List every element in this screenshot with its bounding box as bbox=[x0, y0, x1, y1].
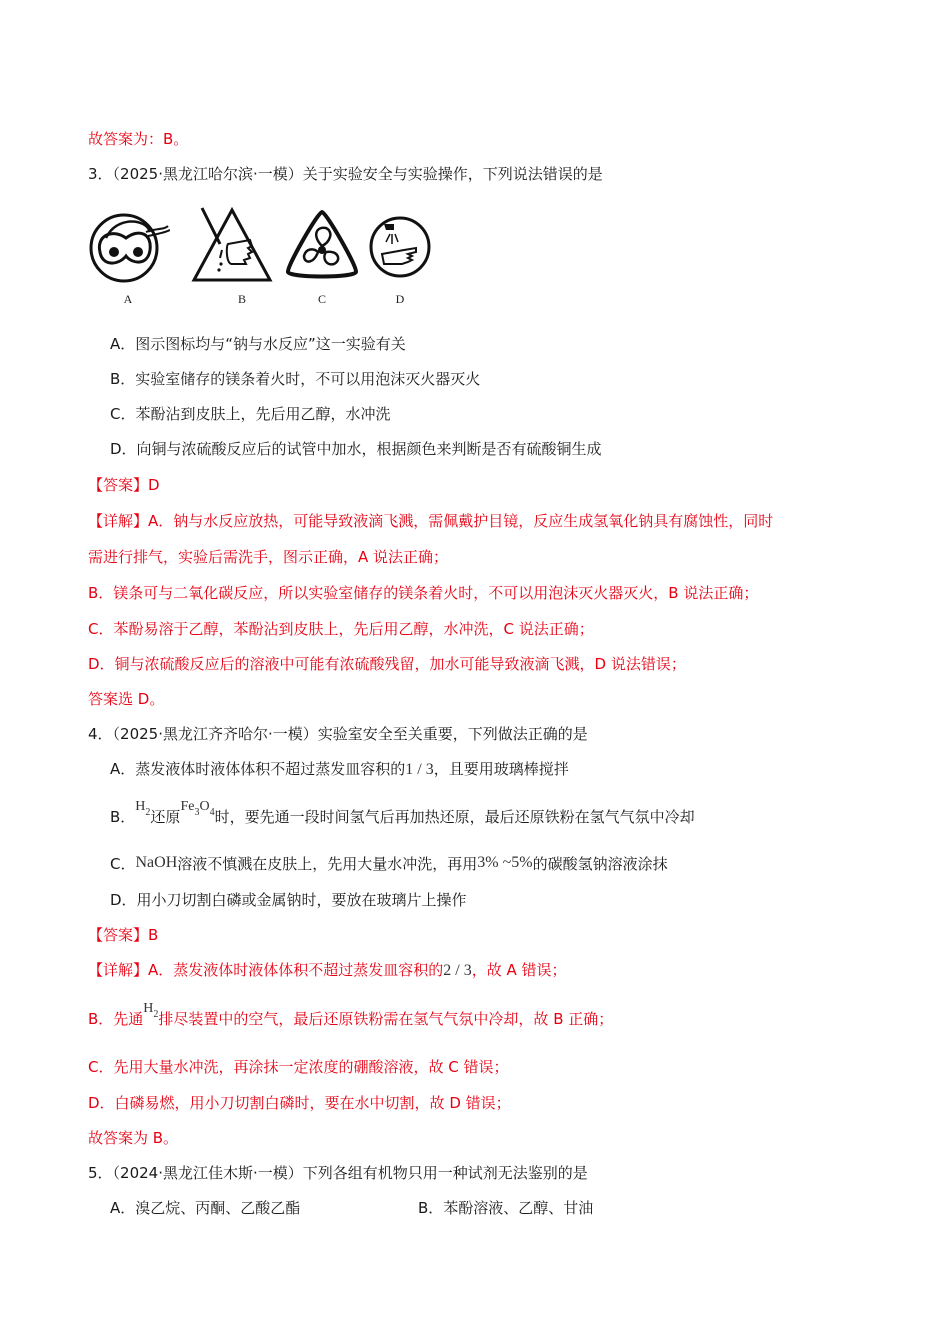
question-3-stem bbox=[88, 163, 603, 185]
question-5-option-a: A．溴乙烷、丙酮、乙酸乙酯 bbox=[110, 1199, 301, 1217]
naoh-formula: NaOH bbox=[135, 854, 178, 871]
question-4-option-b bbox=[110, 799, 695, 831]
figure-label-a: A bbox=[123, 292, 133, 306]
question-3-option-d: D．向铜与浓硫酸反应后的试管中加水，根据颜色来判断是否有硫酸铜生成 bbox=[110, 440, 602, 458]
question-source: （2024·黑龙江佳木斯·一模） bbox=[112, 1164, 303, 1182]
h2-formula: $H_2$ bbox=[143, 1001, 159, 1020]
question-4-option-c bbox=[110, 853, 668, 876]
question-3-option-b: B．实验室储存的镁条着火时，不可以用泡沫灭火器灭火 bbox=[110, 370, 481, 388]
question-3-explanation-line-6: 答案选 D。 bbox=[88, 690, 165, 708]
option-text: 时，要先通一段时间氢气后再加热还原，最后还原铁粉在氢气气氛中冷却 bbox=[214, 808, 695, 826]
question-3-option-a: A．图示图标均与“钠与水反应”这一实验有关 bbox=[110, 335, 406, 353]
option-text: 的碳酸氢钠溶液涂抹 bbox=[532, 855, 668, 873]
previous-conclusion: 故答案为：B。 bbox=[88, 130, 189, 148]
goggles-icon bbox=[86, 208, 170, 284]
option-text: 溶液不慎溅在皮肤上，先用大量水冲洗，再用 bbox=[177, 855, 478, 873]
question-4-explanation-line-4: D．白磷易燃，用小刀切割白磷时，要在水中切割，故 D 错误； bbox=[88, 1094, 511, 1112]
question-3-explanation-line-4: C．苯酚易溶于乙醇，苯酚沾到皮肤上，先后用乙醇，水冲洗，C 说法正确； bbox=[88, 620, 594, 638]
h2-formula: $H_2$ bbox=[135, 799, 151, 818]
question-3-explanation-line-3: B．镁条可与二氧化碳反应，所以实验室储存的镁条着火时，不可以用泡沫灭火器灭火，B 说法正确； bbox=[88, 584, 759, 602]
question-text: 下列各组有机物只用一种试剂无法鉴别的是 bbox=[302, 1164, 588, 1182]
explanation-text: ，故 A 错误； bbox=[471, 961, 567, 979]
question-number: 4． bbox=[88, 725, 113, 743]
figure-label-c: C bbox=[317, 292, 326, 306]
question-3-explanation-line-1 bbox=[88, 510, 773, 532]
option-label: C． bbox=[110, 855, 136, 873]
question-4-explanation-line-1 bbox=[88, 959, 567, 982]
explanation-text: 排尽装置中的空气，最后还原铁粉需在氢气气氛中冷却，故 B 正确； bbox=[158, 1010, 614, 1028]
ventilation-fan-icon bbox=[282, 206, 362, 284]
question-text: 实验室安全至关重要，下列做法正确的是 bbox=[317, 725, 588, 743]
figure-label-b: B bbox=[237, 292, 246, 306]
question-source: （2025·黑龙江哈尔滨·一模） bbox=[112, 165, 303, 183]
fraction-formula: 2 / 3 bbox=[443, 962, 472, 979]
percent-range: 3% ~5% bbox=[477, 854, 533, 871]
explanation-tag: 【详解】 bbox=[88, 961, 149, 979]
question-4-option-d: D．用小刀切割白磷或金属钠时，要放在玻璃片上操作 bbox=[110, 891, 467, 909]
corrosive-hand-icon bbox=[190, 206, 274, 284]
question-number: 5． bbox=[88, 1164, 113, 1182]
question-3-explanation-line-5: D．铜与浓硫酸反应后的溶液中可能有浓硫酸残留，加水可能导致液滴飞溅，D 说法错误； bbox=[88, 655, 686, 673]
wash-hands-icon bbox=[368, 214, 432, 280]
explanation-text: B．先通 bbox=[88, 1010, 144, 1028]
fraction-formula: 1 / 3 bbox=[405, 761, 434, 778]
figure-label-d: D bbox=[395, 292, 405, 306]
question-4-option-a bbox=[110, 758, 569, 781]
question-4-stem bbox=[88, 723, 588, 745]
explanation-tag: 【详解】 bbox=[88, 512, 149, 530]
question-source: （2025·黑龙江齐齐哈尔·一模） bbox=[112, 725, 318, 743]
question-5-option-b: B．苯酚溶液、乙醇、甘油 bbox=[418, 1199, 594, 1217]
question-4-explanation-line-3: C．先用大量水冲洗，再涂抹一定浓度的硼酸溶液，故 C 错误； bbox=[88, 1058, 509, 1076]
option-label: B． bbox=[110, 808, 136, 826]
question-text: 关于实验安全与实验操作，下列说法错误的是 bbox=[302, 165, 603, 183]
question-4-answer: 【答案】B bbox=[88, 926, 159, 944]
safety-icons-figure bbox=[86, 204, 446, 316]
question-4-explanation-line-2 bbox=[88, 1001, 614, 1033]
option-text: 还原 bbox=[150, 808, 181, 826]
option-text: ，且要用玻璃棒搅拌 bbox=[433, 760, 569, 778]
fe3o4-formula: $Fe_3O_4$ bbox=[180, 799, 215, 818]
explanation-text: A．钠与水反应放热，可能导致液滴飞溅，需佩戴护目镜，反应生成氢氧化钠具有腐蚀性，同时 bbox=[148, 512, 774, 530]
question-3-answer: 【答案】D bbox=[88, 476, 160, 494]
option-text: A．蒸发液体时液体体积不超过蒸发皿容积的 bbox=[110, 760, 406, 778]
question-5-stem bbox=[88, 1162, 588, 1184]
explanation-text: A．蒸发液体时液体体积不超过蒸发皿容积的 bbox=[148, 961, 444, 979]
question-3-explanation-line-2: 需进行排气，实验后需洗手，图示正确，A 说法正确； bbox=[88, 548, 449, 566]
question-3-option-c: C．苯酚沾到皮肤上，先后用乙醇，水冲洗 bbox=[110, 405, 391, 423]
question-number: 3． bbox=[88, 165, 113, 183]
question-4-conclusion: 故答案为 B。 bbox=[88, 1129, 179, 1147]
